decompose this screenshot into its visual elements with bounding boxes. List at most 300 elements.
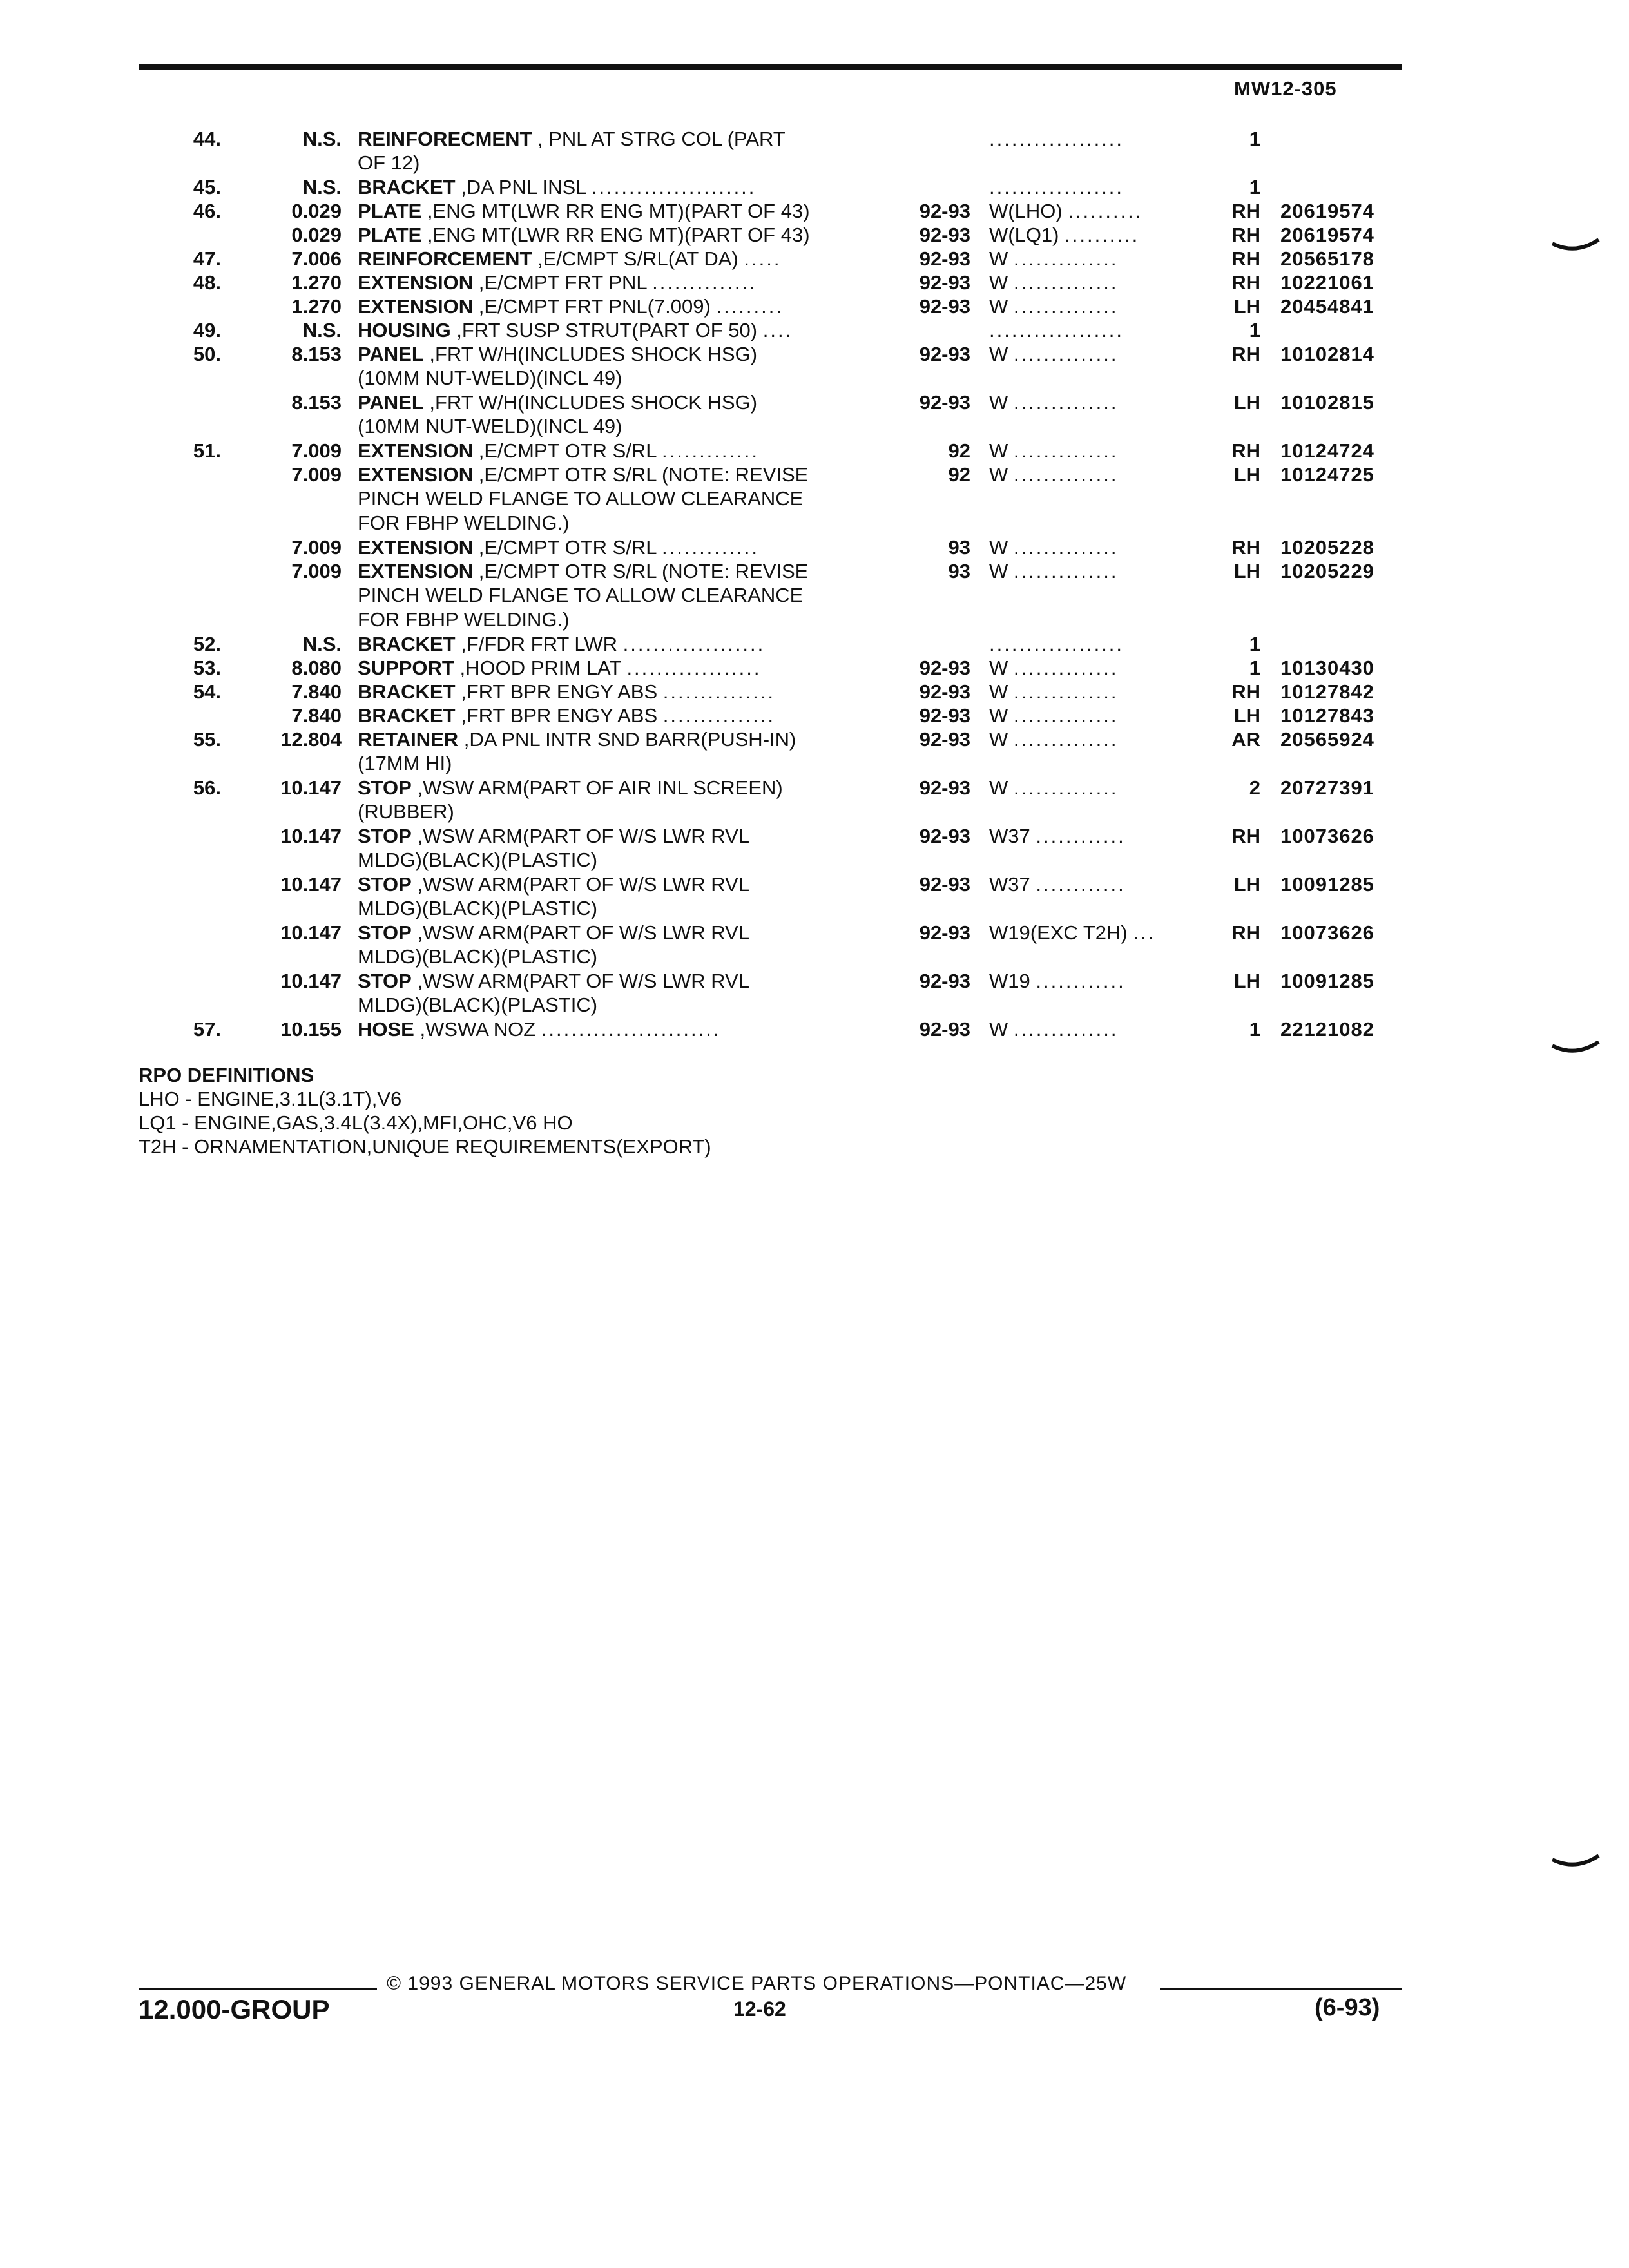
part-row-continuation	[0, 366, 1629, 390]
illustration-number: N.S.	[302, 176, 342, 198]
leader-dots: ..............	[1013, 391, 1119, 414]
part-number: 10130430	[1280, 657, 1374, 679]
part-name: PANEL	[358, 343, 424, 365]
part-row	[0, 969, 1629, 993]
part-description	[358, 872, 886, 896]
leader-dots: .............	[662, 439, 759, 462]
part-row	[0, 776, 1629, 800]
part-name: PLATE	[358, 200, 422, 222]
leader-dots: ......................	[591, 176, 757, 198]
part-description	[358, 632, 886, 656]
part-description	[358, 247, 886, 271]
model-years: 92-93	[919, 776, 970, 799]
model-years: 92	[948, 463, 970, 486]
part-row-continuation	[0, 608, 1629, 632]
part-name: HOSE	[358, 1018, 414, 1041]
part-detail: ,WSW ARM(PART OF W/S LWR RVL	[411, 825, 750, 847]
binder-hole-mark-icon	[1550, 1041, 1601, 1060]
part-name: PANEL	[358, 391, 424, 414]
part-description	[358, 921, 886, 945]
part-number: 20619574	[1280, 224, 1374, 246]
part-number: 20727391	[1280, 776, 1374, 799]
part-description	[358, 680, 886, 704]
leader-dots: ..............	[1013, 657, 1119, 679]
part-row-continuation	[0, 486, 1629, 511]
part-row	[0, 318, 1629, 342]
footer-rule-right	[1160, 1988, 1402, 1990]
leader-dots: ..............	[1013, 728, 1119, 751]
part-description	[358, 824, 886, 848]
part-detail: ,DA PNL INSL	[455, 176, 586, 198]
rpo-line: LQ1 - ENGINE,GAS,3.4L(3.4X),MFI,OHC,V6 HO	[139, 1111, 573, 1134]
illustration-number: 7.009	[291, 463, 342, 486]
part-number: 20565178	[1280, 247, 1374, 270]
model-years: 92-93	[919, 224, 970, 246]
part-number: 10091285	[1280, 873, 1374, 896]
part-name: BRACKET	[358, 704, 456, 727]
model-years: 92-93	[919, 343, 970, 365]
part-number: 10127842	[1280, 680, 1374, 703]
part-name: EXTENSION	[358, 463, 474, 486]
description-continuation: (RUBBER)	[358, 800, 454, 823]
part-detail: ,ENG MT(LWR RR ENG MT)(PART OF 43)	[421, 224, 810, 246]
leader-dots: ............	[1036, 970, 1126, 992]
part-name: PLATE	[358, 224, 422, 246]
footer-group: 12.000-GROUP	[139, 1994, 330, 2024]
part-description	[358, 175, 886, 199]
footer-page-number: 12-62	[733, 1997, 786, 2021]
leader-dots: ..................	[989, 633, 1124, 655]
body-code	[989, 656, 1211, 680]
quantity: RH	[1231, 680, 1260, 703]
part-detail: ,DA PNL INTR SND BARR(PUSH-IN)	[458, 728, 796, 751]
part-detail: ,E/CMPT OTR S/RL	[473, 536, 657, 559]
part-description	[358, 439, 886, 463]
part-name: HOUSING	[358, 319, 451, 341]
body-code	[989, 294, 1211, 318]
quantity: 1	[1249, 633, 1260, 655]
item-number: 46.	[193, 200, 221, 222]
part-row	[0, 727, 1629, 751]
document-code: MW12-305	[1234, 77, 1337, 100]
leader-dots: ..............	[1013, 343, 1119, 365]
illustration-number: 10.155	[280, 1018, 342, 1041]
leader-dots: .............	[662, 536, 759, 559]
part-number: 10073626	[1280, 921, 1374, 944]
part-row	[0, 439, 1629, 463]
leader-dots: ..............	[1013, 439, 1119, 462]
part-row-continuation	[0, 151, 1629, 175]
item-number: 50.	[193, 343, 221, 365]
quantity: RH	[1231, 825, 1260, 847]
part-description	[358, 271, 886, 294]
body-code-text: W37	[989, 825, 1030, 847]
model-years: 92-93	[919, 391, 970, 414]
illustration-number: 7.006	[291, 247, 342, 270]
quantity: RH	[1231, 921, 1260, 944]
body-code-text: W	[989, 295, 1008, 318]
rpo-definitions	[139, 1063, 711, 1158]
part-number: 10124724	[1280, 439, 1374, 462]
part-row-continuation	[0, 993, 1629, 1017]
body-code	[989, 776, 1211, 800]
part-detail: ,E/CMPT FRT PNL	[473, 271, 647, 294]
rpo-line: T2H - ORNAMENTATION,UNIQUE REQUIREMENTS(EXPORT)	[139, 1135, 711, 1158]
leader-dots: ..............	[1013, 680, 1119, 703]
part-detail: ,WSW ARM(PART OF W/S LWR RVL	[411, 873, 750, 896]
illustration-number: 0.029	[291, 200, 342, 222]
part-description	[358, 318, 886, 342]
part-row	[0, 247, 1629, 271]
illustration-number: 1.270	[291, 271, 342, 294]
binder-hole-mark-icon	[1550, 238, 1601, 258]
part-detail: ,WSW ARM(PART OF W/S LWR RVL	[411, 970, 750, 992]
model-years: 92-93	[919, 825, 970, 847]
quantity: 1	[1249, 128, 1260, 150]
part-name: RETAINER	[358, 728, 459, 751]
parts-list	[0, 127, 1629, 1041]
leader-dots: ..............	[1013, 776, 1119, 799]
model-years: 92-93	[919, 704, 970, 727]
illustration-number: 12.804	[280, 728, 342, 751]
leader-dots: ..................	[989, 176, 1124, 198]
part-row	[0, 1017, 1629, 1041]
body-code	[989, 727, 1211, 751]
quantity: LH	[1233, 970, 1260, 992]
body-code	[989, 704, 1211, 727]
part-detail: , PNL AT STRG COL (PART	[532, 128, 786, 150]
illustration-number: 0.029	[291, 224, 342, 246]
body-code	[989, 127, 1211, 151]
model-years: 92-93	[919, 1018, 970, 1041]
illustration-number: 10.147	[280, 825, 342, 847]
quantity: RH	[1231, 224, 1260, 246]
description-continuation: PINCH WELD FLANGE TO ALLOW CLEARANCE	[358, 487, 804, 510]
part-name: BRACKET	[358, 633, 456, 655]
leader-dots: ..................	[626, 657, 762, 679]
item-number: 51.	[193, 439, 221, 462]
part-detail: ,E/CMPT OTR S/RL (NOTE: REVISE	[473, 560, 809, 582]
part-row-continuation	[0, 800, 1629, 824]
leader-dots: ..............	[1013, 271, 1119, 294]
body-code	[989, 632, 1211, 656]
quantity: 1	[1249, 1018, 1260, 1041]
part-name: REINFORCEMENT	[358, 247, 532, 270]
item-number: 48.	[193, 271, 221, 294]
part-row	[0, 294, 1629, 318]
body-code	[989, 271, 1211, 294]
part-name: SUPPORT	[358, 657, 454, 679]
model-years: 92-93	[919, 200, 970, 222]
item-number: 55.	[193, 728, 221, 751]
leader-dots: ..........	[1065, 224, 1140, 246]
leader-dots: ..............	[1013, 560, 1119, 582]
description-continuation: FOR FBHP WELDING.)	[358, 512, 570, 534]
description-continuation: MLDG)(BLACK)(PLASTIC)	[358, 849, 598, 871]
part-name: STOP	[358, 776, 412, 799]
model-years: 92-93	[919, 970, 970, 992]
part-number: 22121082	[1280, 1018, 1374, 1041]
quantity: AR	[1231, 728, 1260, 751]
part-row	[0, 872, 1629, 896]
part-number: 10205228	[1280, 536, 1374, 559]
part-description	[358, 704, 886, 727]
part-description	[358, 776, 886, 800]
part-row	[0, 342, 1629, 366]
part-detail: ,E/CMPT OTR S/RL	[473, 439, 657, 462]
part-name: EXTENSION	[358, 271, 474, 294]
quantity: 1	[1249, 176, 1260, 198]
part-description	[358, 656, 886, 680]
footer-rule-left	[139, 1988, 377, 1990]
illustration-number: N.S.	[302, 319, 342, 341]
part-name: EXTENSION	[358, 536, 474, 559]
illustration-number: 8.153	[291, 391, 342, 414]
body-code	[989, 342, 1211, 366]
body-code-text: W	[989, 463, 1008, 486]
model-years: 93	[948, 560, 970, 582]
leader-dots: ..........	[1068, 200, 1143, 222]
part-detail: ,WSWA NOZ	[414, 1018, 536, 1041]
quantity: LH	[1233, 873, 1260, 896]
item-number: 44.	[193, 128, 221, 150]
model-years: 92-93	[919, 657, 970, 679]
illustration-number: 10.147	[280, 921, 342, 944]
illustration-number: N.S.	[302, 633, 342, 655]
item-number: 49.	[193, 319, 221, 341]
body-code-text: W	[989, 343, 1008, 365]
body-code	[989, 318, 1211, 342]
leader-dots: ..............	[1013, 463, 1119, 486]
quantity: 1	[1249, 319, 1260, 341]
body-code-text: W	[989, 657, 1008, 679]
body-code-text: W	[989, 560, 1008, 582]
part-name: BRACKET	[358, 176, 456, 198]
quantity: LH	[1233, 463, 1260, 486]
part-number: 10127843	[1280, 704, 1374, 727]
model-years: 92	[948, 439, 970, 462]
footer-copyright: © 1993 GENERAL MOTORS SERVICE PARTS OPERATIONS—PONTIAC—25W	[387, 1973, 1127, 1994]
part-number: 10102814	[1280, 343, 1374, 365]
body-code-text: W19	[989, 970, 1030, 992]
item-number: 45.	[193, 176, 221, 198]
part-name: STOP	[358, 970, 412, 992]
part-name: STOP	[358, 825, 412, 847]
body-code-text: W	[989, 391, 1008, 414]
leader-dots: ..............	[1013, 1018, 1119, 1041]
description-continuation: (17MM HI)	[358, 752, 452, 774]
body-code	[989, 1017, 1211, 1041]
footer-date: (6-93)	[1315, 1994, 1380, 2021]
part-name: EXTENSION	[358, 560, 474, 582]
quantity: RH	[1231, 200, 1260, 222]
part-row	[0, 223, 1629, 247]
quantity: LH	[1233, 391, 1260, 414]
part-description	[358, 559, 886, 583]
quantity: 1	[1249, 657, 1260, 679]
body-code-text: W	[989, 1018, 1008, 1041]
part-number: 10102815	[1280, 391, 1374, 414]
part-description	[358, 969, 886, 993]
illustration-number: 7.009	[291, 536, 342, 559]
model-years: 92-93	[919, 271, 970, 294]
model-years: 92-93	[919, 295, 970, 318]
leader-dots: ...............	[662, 704, 775, 727]
quantity: LH	[1233, 704, 1260, 727]
body-code	[989, 872, 1211, 896]
body-code	[989, 921, 1211, 945]
part-row-continuation	[0, 848, 1629, 872]
body-code-text: W(LHO)	[989, 200, 1063, 222]
quantity: LH	[1233, 560, 1260, 582]
leader-dots: ............	[1036, 873, 1126, 896]
illustration-number: 8.153	[291, 343, 342, 365]
rpo-line: LHO - ENGINE,3.1L(3.1T),V6	[139, 1088, 402, 1110]
part-row-continuation	[0, 945, 1629, 969]
part-row-continuation	[0, 583, 1629, 608]
leader-dots: ....	[762, 319, 793, 341]
leader-dots: ...................	[622, 633, 766, 655]
leader-dots: ..................	[989, 319, 1124, 341]
part-name: STOP	[358, 921, 412, 944]
body-code-text: W(LQ1)	[989, 224, 1059, 246]
part-detail: ,WSW ARM(PART OF W/S LWR RVL	[411, 921, 750, 944]
part-detail: ,ENG MT(LWR RR ENG MT)(PART OF 43)	[421, 200, 810, 222]
illustration-number: N.S.	[302, 128, 342, 150]
body-code-text: W	[989, 728, 1008, 751]
body-code-text: W	[989, 536, 1008, 559]
part-description	[358, 727, 886, 751]
leader-dots: ..............	[1013, 704, 1119, 727]
model-years: 92-93	[919, 728, 970, 751]
body-code-text: W	[989, 271, 1008, 294]
part-row	[0, 680, 1629, 704]
body-code-text: W37	[989, 873, 1030, 896]
body-code-text: W	[989, 439, 1008, 462]
body-code-text: W19(EXC T2H)	[989, 921, 1128, 944]
item-number: 57.	[193, 1018, 221, 1041]
illustration-number: 1.270	[291, 295, 342, 318]
body-code	[989, 199, 1211, 223]
part-detail: ,E/CMPT S/RL(AT DA)	[532, 247, 738, 270]
item-number: 47.	[193, 247, 221, 270]
part-row	[0, 199, 1629, 223]
quantity: LH	[1233, 295, 1260, 318]
body-code	[989, 223, 1211, 247]
quantity: RH	[1231, 247, 1260, 270]
quantity: RH	[1231, 439, 1260, 462]
leader-dots: ..................	[989, 128, 1124, 150]
part-description	[358, 463, 886, 486]
part-row-continuation	[0, 511, 1629, 535]
model-years: 92-93	[919, 873, 970, 896]
part-detail: ,FRT W/H(INCLUDES SHOCK HSG)	[423, 343, 758, 365]
rpo-title: RPO DEFINITIONS	[139, 1064, 314, 1086]
leader-dots: ...	[1133, 921, 1156, 944]
body-code	[989, 175, 1211, 199]
part-row	[0, 535, 1629, 559]
body-code-text: W	[989, 247, 1008, 270]
item-number: 56.	[193, 776, 221, 799]
body-code	[989, 535, 1211, 559]
description-continuation: FOR FBHP WELDING.)	[358, 608, 570, 631]
part-detail: ,E/CMPT OTR S/RL (NOTE: REVISE	[473, 463, 809, 486]
body-code-text: W	[989, 680, 1008, 703]
part-row	[0, 271, 1629, 294]
part-name: EXTENSION	[358, 439, 474, 462]
part-detail: ,FRT W/H(INCLUDES SHOCK HSG)	[423, 391, 758, 414]
part-detail: ,HOOD PRIM LAT	[454, 657, 621, 679]
body-code	[989, 463, 1211, 486]
part-detail: ,E/CMPT FRT PNL(7.009)	[473, 295, 711, 318]
part-name: EXTENSION	[358, 295, 474, 318]
leader-dots: ..............	[652, 271, 757, 294]
quantity: RH	[1231, 536, 1260, 559]
leader-dots: ..............	[1013, 247, 1119, 270]
part-row	[0, 463, 1629, 486]
part-description	[358, 127, 886, 151]
leader-dots: .........	[716, 295, 784, 318]
part-row	[0, 127, 1629, 151]
illustration-number: 7.840	[291, 680, 342, 703]
model-years: 93	[948, 536, 970, 559]
leader-dots: ..............	[1013, 536, 1119, 559]
description-continuation: MLDG)(BLACK)(PLASTIC)	[358, 994, 598, 1016]
part-detail: ,F/FDR FRT LWR	[455, 633, 617, 655]
part-number: 10124725	[1280, 463, 1374, 486]
body-code	[989, 390, 1211, 414]
item-number: 53.	[193, 657, 221, 679]
leader-dots: ..............	[1013, 295, 1119, 318]
illustration-number: 7.009	[291, 560, 342, 582]
body-code	[989, 824, 1211, 848]
part-row	[0, 921, 1629, 945]
description-continuation: (10MM NUT-WELD)(INCL 49)	[358, 367, 622, 389]
illustration-number: 7.009	[291, 439, 342, 462]
description-continuation: MLDG)(BLACK)(PLASTIC)	[358, 945, 598, 968]
model-years: 92-93	[919, 921, 970, 944]
item-number: 54.	[193, 680, 221, 703]
part-number: 10091285	[1280, 970, 1374, 992]
part-row	[0, 824, 1629, 848]
description-continuation: (10MM NUT-WELD)(INCL 49)	[358, 415, 622, 437]
part-name: STOP	[358, 873, 412, 896]
top-rule	[139, 64, 1402, 70]
description-continuation: OF 12)	[358, 151, 420, 174]
illustration-number: 8.080	[291, 657, 342, 679]
part-row	[0, 390, 1629, 414]
part-row	[0, 656, 1629, 680]
part-row-continuation	[0, 896, 1629, 921]
illustration-number: 10.147	[280, 970, 342, 992]
body-code	[989, 680, 1211, 704]
part-number: 10073626	[1280, 825, 1374, 847]
model-years: 92-93	[919, 680, 970, 703]
part-row	[0, 632, 1629, 656]
part-detail: ,FRT BPR ENGY ABS	[455, 680, 658, 703]
part-number: 20619574	[1280, 200, 1374, 222]
part-row-continuation	[0, 751, 1629, 776]
illustration-number: 10.147	[280, 776, 342, 799]
leader-dots: ............	[1036, 825, 1126, 847]
binder-hole-mark-icon	[1550, 1854, 1601, 1874]
part-description	[358, 1017, 886, 1041]
body-code-text: W	[989, 704, 1008, 727]
body-code-text: W	[989, 776, 1008, 799]
part-number: 10205229	[1280, 560, 1374, 582]
part-row	[0, 704, 1629, 727]
part-row	[0, 175, 1629, 199]
